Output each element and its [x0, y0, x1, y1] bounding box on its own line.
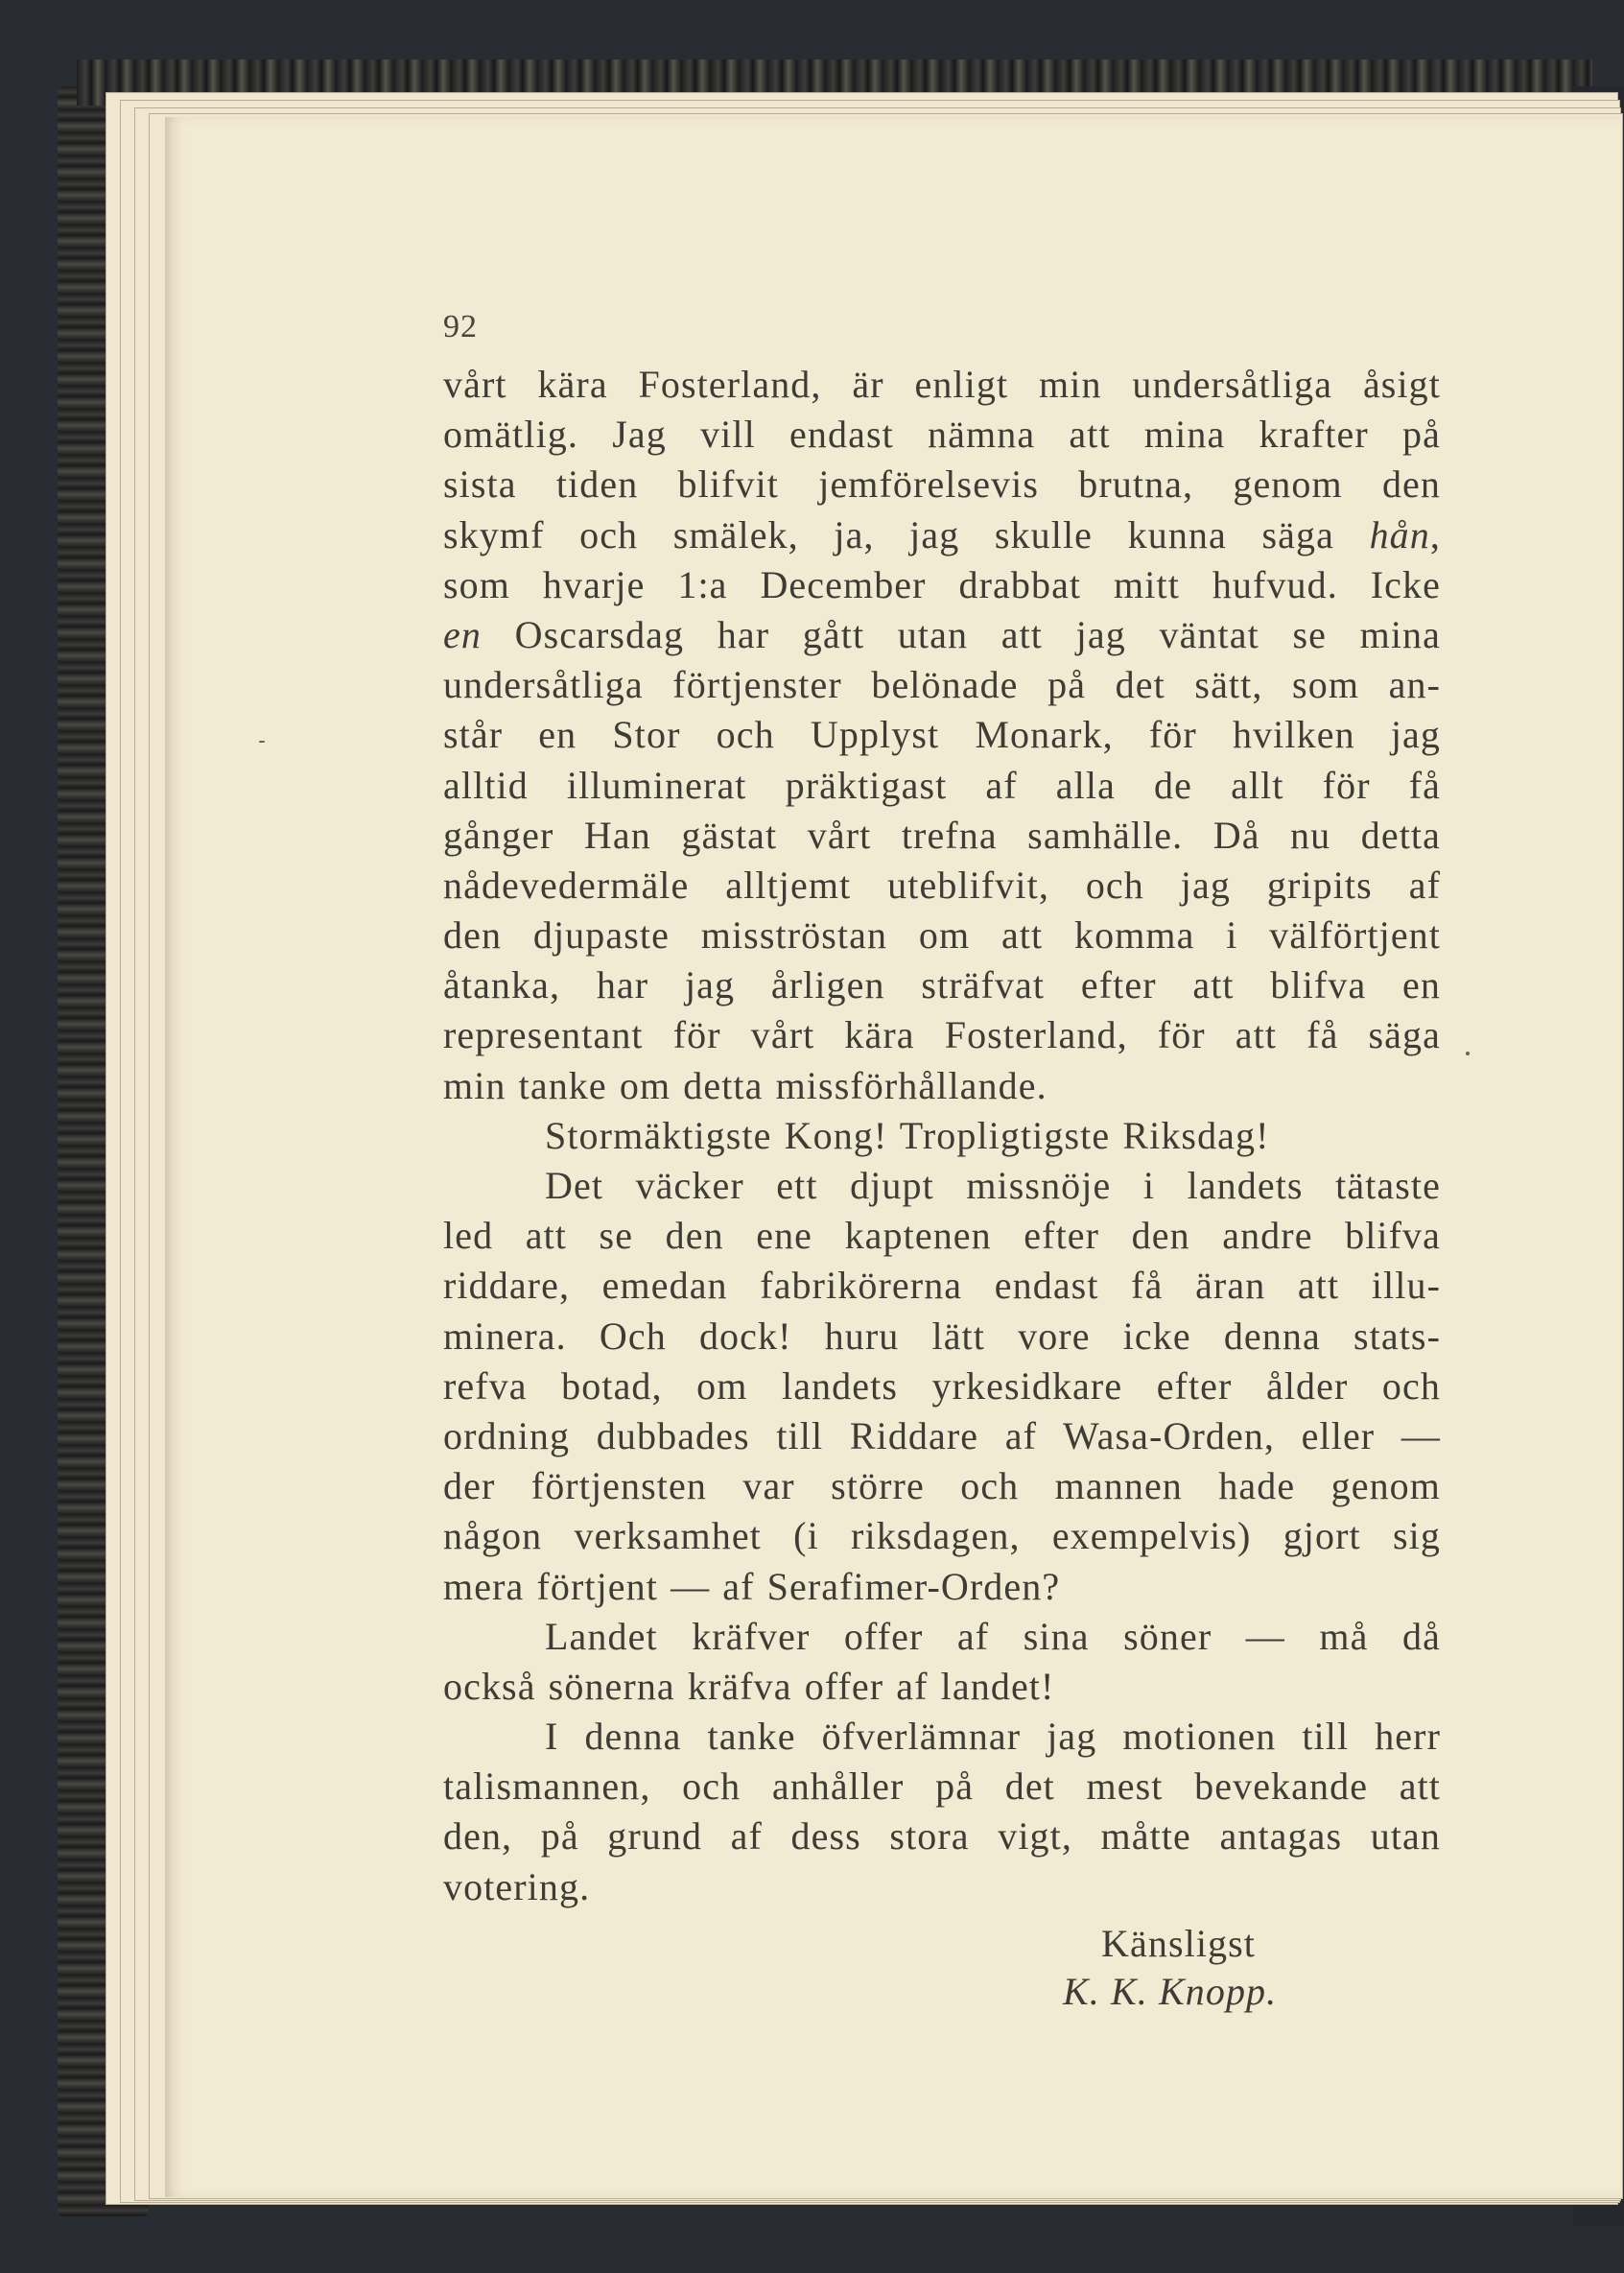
text-line: Stormäktigste Kong! Tropligtigste Riksdag!	[545, 1113, 1270, 1157]
text-line: nådevedermäle alltjemt uteblifvit, och jag gripits af	[443, 863, 1441, 907]
text-line: min tanke om detta missförhållande.	[443, 1063, 1047, 1107]
signature: K. K. Knopp.	[1063, 1970, 1278, 2013]
text-line: en Oscarsdag har gått utan att jag väntat se mina	[443, 612, 1441, 656]
paper-speck	[1466, 1052, 1470, 1055]
text-line: Landet kräfver offer af sina söner — må då	[545, 1614, 1441, 1658]
text-line: alltid illuminerat präktigast af alla de allt för få	[443, 763, 1441, 807]
text-line: refva botad, om landets yrkesidkare efter ålder och	[443, 1363, 1441, 1408]
text-line: minera. Och dock! huru lätt vore icke denna stats-	[443, 1314, 1441, 1358]
text-line: skymf och smälek, ja, jag skulle kunna säga hån,	[443, 512, 1441, 556]
text-line: undersåtliga förtjenster belönade på det sätt, som an-	[443, 663, 1441, 707]
page-number: 92	[443, 309, 478, 344]
text-line: ordning dubbades till Riddare af Wasa-Orden, eller —	[443, 1413, 1441, 1457]
text-line: sista tiden blifvit jemförelsevis brutna, genom den	[443, 462, 1441, 507]
text-line: som hvarje 1:a December drabbat mitt hufvud. Icke	[443, 562, 1441, 606]
text-line: led att se den ene kaptenen efter den andre blifva	[443, 1214, 1441, 1258]
text-line: också sönerna kräfva offer af landet!	[443, 1664, 1055, 1708]
text-line: gånger Han gästat vårt trefna samhälle. Då nu detta	[443, 813, 1441, 857]
text-line: står en Stor och Upplyst Monark, för hvilken jag	[443, 713, 1441, 757]
text-line: omätlig. Jag vill endast nämna att mina krafter på	[443, 413, 1441, 457]
text-line: den djupaste misströstan om att komma i välförtjent	[443, 913, 1441, 958]
text-line: vårt kära Fosterland, är enligt min undersåtliga åsigt	[443, 363, 1441, 406]
text-line: mera förtjent — af Serafimer-Orden?	[443, 1564, 1061, 1608]
text-line: den, på grund af dess stora vigt, måtte antagas utan	[443, 1814, 1441, 1859]
text-line: åtanka, har jag årligen sträfvat efter att blifva en	[443, 963, 1441, 1007]
closing-word: Känsligst	[1101, 1922, 1257, 1965]
text-line: representant för vårt kära Fosterland, för att få säga	[443, 1013, 1441, 1057]
text-line: Det väcker ett djupt missnöje i landets tätaste	[545, 1164, 1441, 1207]
text-line: der förtjensten var större och mannen hade genom	[443, 1464, 1441, 1508]
body-text	[443, 360, 1441, 1912]
text-line: någon verksamhet (i riksdagen, exempelvis) gjort sig	[443, 1514, 1441, 1558]
text-line: I denna tanke öfverlämnar jag motionen till herr	[545, 1715, 1441, 1759]
text-line: talismannen, och anhåller på det mest bevekande att	[443, 1764, 1441, 1809]
text-line: riddare, emedan fabrikörerna endast få äran att illu-	[443, 1264, 1441, 1308]
paper-speck	[259, 741, 265, 743]
text-line: votering.	[443, 1864, 591, 1908]
